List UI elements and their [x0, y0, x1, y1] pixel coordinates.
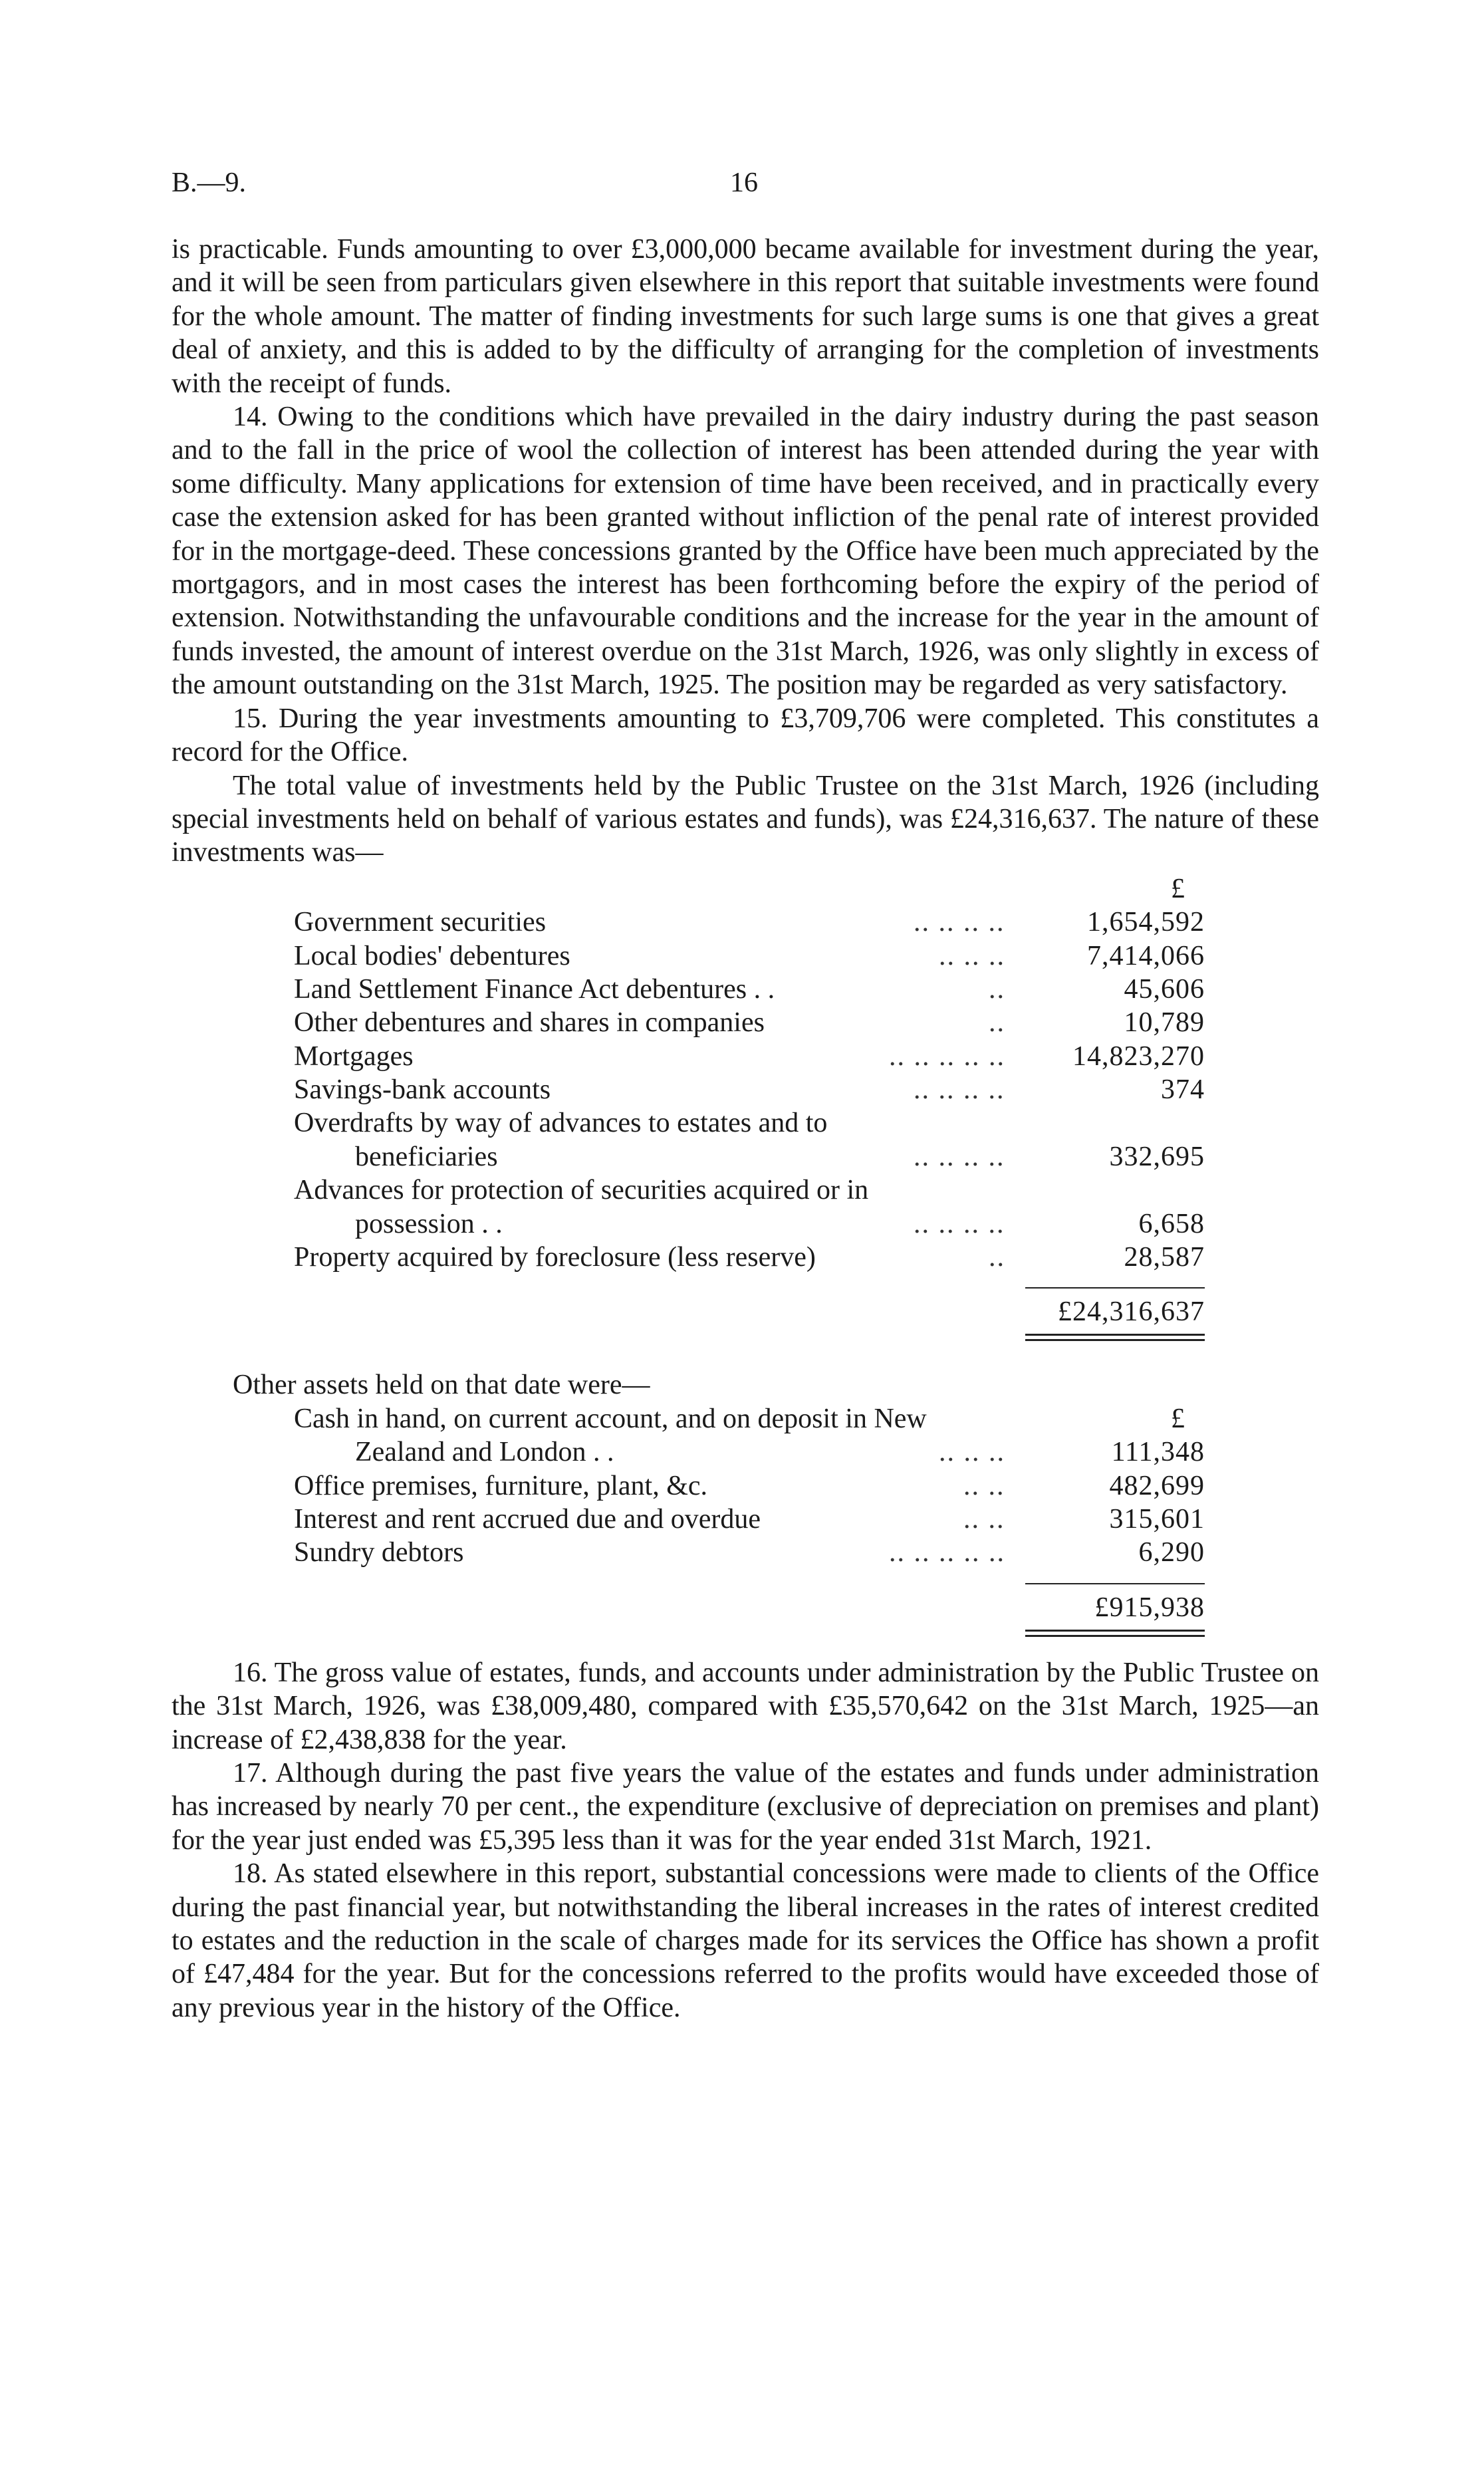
other-asset-label: Sundry debtors [294, 1537, 464, 1568]
other-asset-label: Interest and rent accrued due and overdue [294, 1503, 761, 1535]
other-assets-total-row [294, 1583, 1205, 1630]
page-number: 16 [730, 168, 758, 198]
total-rule [1025, 1583, 1205, 1584]
paragraph-17: 17. Although during the past five years the value of the estates and funds under administration has increased by nearly 70 per cent., the expenditure (exclusive of depreciation on premises and plant) for the year just ended was £5,395 less than it was for the year ended 31st March, 1921. [172, 1757, 1319, 1856]
other-assets-table [294, 1402, 1205, 1630]
other-asset-value: 482,699 [1109, 1470, 1205, 1501]
page-header [172, 166, 1319, 206]
investment-row [294, 1207, 1205, 1241]
other-asset-leader-dots: .. .. .. [939, 1437, 1005, 1468]
other-asset-leader-dots: .. .. [963, 1470, 1005, 1501]
total-double-rule [1025, 1635, 1205, 1637]
other-asset-value: 111,348 [1111, 1437, 1205, 1468]
other-asset-row [294, 1469, 1205, 1503]
investment-leader-dots: .. [989, 1242, 1005, 1273]
investment-label: Property acquired by foreclosure (less reserve) [294, 1242, 816, 1273]
other-asset-label: Office premises, furniture, plant, &c. [294, 1470, 708, 1501]
investment-label: Savings-bank accounts [294, 1074, 551, 1106]
other-asset-leader-dots: .. .. [963, 1503, 1005, 1535]
investment-row [294, 1106, 1205, 1140]
investment-label: Land Settlement Finance Act debentures . . [294, 973, 775, 1005]
investment-label: Mortgages [294, 1041, 414, 1072]
investments-table [294, 872, 1205, 1334]
other-assets-lead: Other assets held on that date were— [233, 1370, 650, 1401]
investment-label: Local bodies' debentures [294, 940, 570, 971]
paragraph-total-investments: The total value of investments held by the Public Trustee on the 31st March, 1926 (including special investments held on behalf of various estates and funds), was £24,316,637. The nature of these investments was— [172, 770, 1319, 868]
investment-leader-dots: .. [989, 973, 1005, 1005]
investment-value: 28,587 [1124, 1242, 1205, 1273]
total-double-rule [1025, 1339, 1205, 1341]
investment-row [294, 939, 1205, 973]
total-double-rule [1025, 1630, 1205, 1632]
investment-leader-dots: .. .. .. [939, 940, 1005, 971]
investment-value: 45,606 [1124, 973, 1205, 1005]
investment-value: 332,695 [1109, 1141, 1205, 1172]
other-asset-row [294, 1536, 1205, 1569]
paragraph-14: 14. Owing to the conditions which have prevailed in the dairy industry during the past season and to the fall in the price of wool the collection of interest has been attended during the year with some difficulty. Many applications for extension of time have been received, and in practically every case the extension asked for has been granted without infliction of the penal rate of interest provided for in the mortgage-deed. These concessions granted by the Office have been much appreciated by the mortgagors, and in most cases the interest has been forthcoming before the expiry of the period of extension. Notwithstanding the unfavourable conditions and the increase for the year in the amount of funds invested, the amount of interest overdue on the 31st March, 1926, was only slightly in excess of the amount outstanding on the 31st March, 1925. The position may be regarded as very satisfactory. [172, 402, 1319, 701]
investment-label: Government securities [294, 907, 547, 938]
investments-total: £24,316,637 [1058, 1296, 1205, 1328]
investment-row [294, 1040, 1205, 1073]
other-asset-value: 6,290 [1138, 1537, 1205, 1568]
paragraph-16: 16. The gross value of estates, funds, and accounts under administration by the Public Trustee on the 31st March, 1926, was £38,009,480, compared with £35,570,642 on the 31st March, 1925—an increase of £2,438,838 for the year. [172, 1657, 1319, 1755]
investment-row [294, 1241, 1205, 1274]
currency-symbol: £ [1171, 873, 1185, 904]
investment-leader-dots: .. .. .. .. [914, 907, 1005, 938]
investment-label: possession . . [355, 1208, 503, 1239]
investment-leader-dots: .. .. .. .. [914, 1208, 1005, 1239]
other-assets-total: £915,938 [1094, 1592, 1205, 1623]
investment-leader-dots: .. [989, 1007, 1005, 1039]
investment-value: 1,654,592 [1087, 907, 1205, 938]
total-double-rule [1025, 1334, 1205, 1336]
total-rule [1025, 1287, 1205, 1289]
paragraph-continued: is practicable. Funds amounting to over £3,000,000 became available for investment during the year, and it will be seen from particulars given elsewhere in this report that suitable investments were found for the whole amount. The matter of finding investments for such large sums is one that gives a great deal of anxiety, and this is added to by the difficulty of arranging for the completion of investments with the receipt of funds. [172, 234, 1319, 399]
investment-label: Advances for protection of securities acquired or in [294, 1175, 869, 1206]
investment-row [294, 1006, 1205, 1039]
investment-label: Other debentures and shares in companies [294, 1007, 765, 1039]
other-asset-row [294, 1503, 1205, 1536]
investment-value: 10,789 [1124, 1007, 1205, 1039]
investment-row [294, 906, 1205, 939]
document-page [172, 166, 1319, 2025]
investment-row [294, 1140, 1205, 1173]
investment-row [294, 1173, 1205, 1207]
investment-value: 7,414,066 [1087, 940, 1205, 971]
currency-header-row [294, 872, 1205, 906]
other-asset-row [294, 1435, 1205, 1469]
investment-leader-dots: .. .. .. .. [914, 1141, 1005, 1172]
investment-leader-dots: .. .. .. .. [914, 1074, 1005, 1106]
other-asset-label: Cash in hand, on current account, and on deposit in New [294, 1403, 927, 1434]
other-asset-leader-dots: .. .. .. .. .. [889, 1537, 1005, 1568]
investments-total-row [294, 1287, 1205, 1334]
investment-label: Overdrafts by way of advances to estates and to [294, 1108, 828, 1139]
investment-value: 6,658 [1138, 1208, 1205, 1239]
paragraph-18: 18. As stated elsewhere in this report, substantial concessions were made to clients of the Office during the past financial year, but notwithstanding the liberal increases in the rates of interest credited to estates and the reduction in the scale of charges made for its services the Office has shown a profit of £47,484 for the year. But for the concessions referred to the profits would have exceeded those of any previous year in the history of the Office. [172, 1858, 1319, 2023]
other-asset-label: Zealand and London . . [355, 1437, 614, 1468]
investment-row [294, 1073, 1205, 1106]
investment-value: 374 [1161, 1074, 1205, 1106]
other-asset-value: 315,601 [1109, 1503, 1205, 1535]
paragraph-15: 15. During the year investments amounting to £3,709,706 were completed. This constitutes a record for the Office. [172, 703, 1319, 768]
currency-symbol: £ [1171, 1403, 1185, 1434]
investment-leader-dots: .. .. .. .. .. [889, 1041, 1005, 1072]
investment-label: beneficiaries [355, 1141, 498, 1172]
document-reference: B.—9. [172, 168, 247, 198]
other-asset-row [294, 1402, 1205, 1435]
investment-row [294, 973, 1205, 1006]
investment-value: 14,823,270 [1072, 1041, 1205, 1072]
